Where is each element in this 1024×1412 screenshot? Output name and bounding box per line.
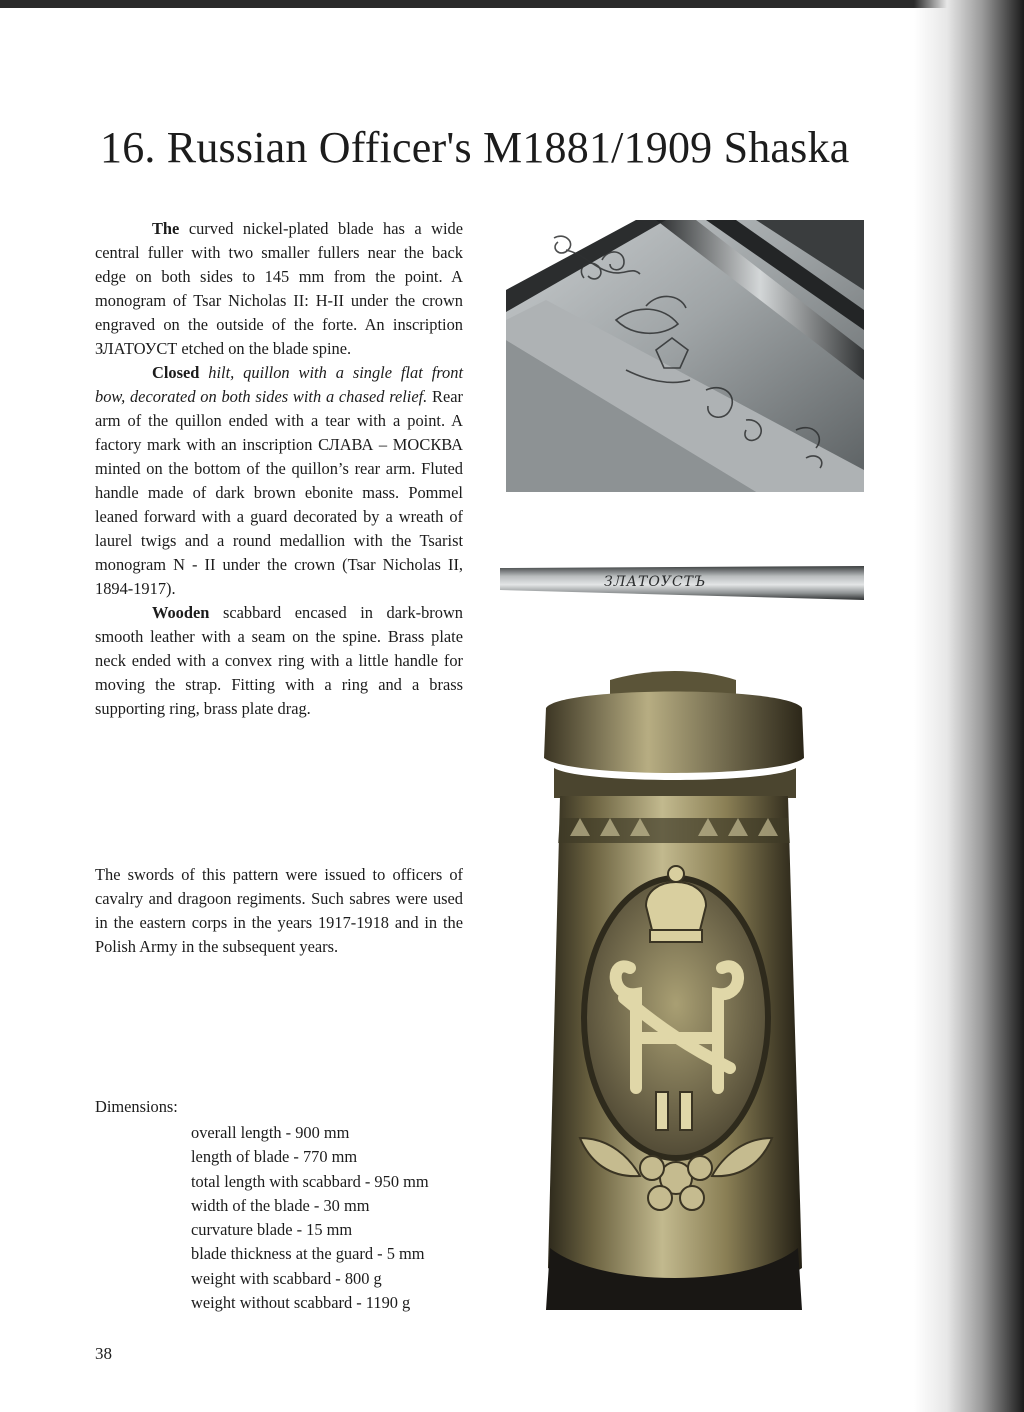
paragraph-text: Rear arm of the quillon ended with a tear with a point. A factory mark with an inscription СЛАВА – МОСКВА minted on the bottom of the quillon’s rear arm. Fluted handle made of dark brown ebonite mass. Pommel leaned forward with a guard decorated by a wreath of laurel twigs and a round medallion with the Tsarist monogram N - II under the crown (Tsar Nicholas II, 1894-1917). — [95, 387, 463, 598]
blade-spine-illustration — [500, 562, 864, 600]
description-column — [95, 217, 463, 721]
description-paragraph-scabbard — [95, 601, 463, 721]
page-number: 38 — [95, 1344, 112, 1363]
book-gutter-shadow — [914, 0, 1024, 1412]
blade-engraving-photo — [506, 220, 864, 492]
paragraph-text: scabbard encased in dark-brown smooth leather with a seam on the spine. Brass plate neck ended with a convex ring with a little handle for moving the strap. Fitting with a ring and a brass supporting ring, brass plate drag. — [95, 603, 463, 718]
page-title: 16. Russian Officer's M1881/1909 Shaska — [100, 123, 850, 172]
paragraph-lead-word: Closed — [152, 363, 200, 382]
dimension-item: overall length - 900 mm — [191, 1123, 350, 1142]
description-paragraph-hilt — [95, 361, 463, 601]
page-top-edge — [0, 0, 1024, 8]
dimension-item: curvature blade - 15 mm — [191, 1220, 353, 1240]
pommel-illustration — [540, 668, 808, 1310]
history-text: The swords of this pattern were issued to officers of cavalry and dragoon regiments. Such sabres were used in the eastern corps in the years 1917-1918 and in the Polish Army in the subsequent years. — [95, 865, 463, 956]
dimension-item: weight with scabbard - 800 g — [191, 1268, 382, 1288]
history-paragraph — [95, 863, 463, 959]
dimension-item: width of the blade - 30 mm — [191, 1195, 370, 1215]
blade-spine-photo — [500, 562, 864, 600]
dimensions-label: Dimensions: — [95, 1097, 178, 1116]
dimension-item: total length with scabbard - 950 mm — [191, 1171, 429, 1191]
dimension-item: length of blade - 770 mm — [191, 1147, 358, 1167]
dimension-item: blade thickness at the guard - 5 mm — [191, 1244, 425, 1264]
paragraph-text: curved nickel-plated blade has a wide central fuller with two smaller fullers near the back edge on both sides to 145 mm from the point. A monogram of Tsar Nicholas II: H-II under the crown engraved on the outside of the forte. An inscription ЗЛАТОУСТ etched on the blade spine. — [95, 219, 463, 358]
spine-inscription: ЗЛАТОУСТЪ — [604, 574, 707, 590]
dimension-item: weight without scabbard - 1190 g — [191, 1293, 411, 1313]
paragraph-lead-word: The — [152, 219, 180, 238]
dimensions-list — [191, 1121, 429, 1315]
blade-engraving-illustration — [506, 220, 864, 492]
pommel-monogram-photo — [540, 668, 808, 1310]
paragraph-lead-word: Wooden — [152, 603, 210, 622]
paragraph-italic-text: hilt, quillon with a single flat front bow, decorated on both sides with a chased relief. — [95, 363, 463, 406]
description-paragraph-blade — [95, 217, 463, 361]
